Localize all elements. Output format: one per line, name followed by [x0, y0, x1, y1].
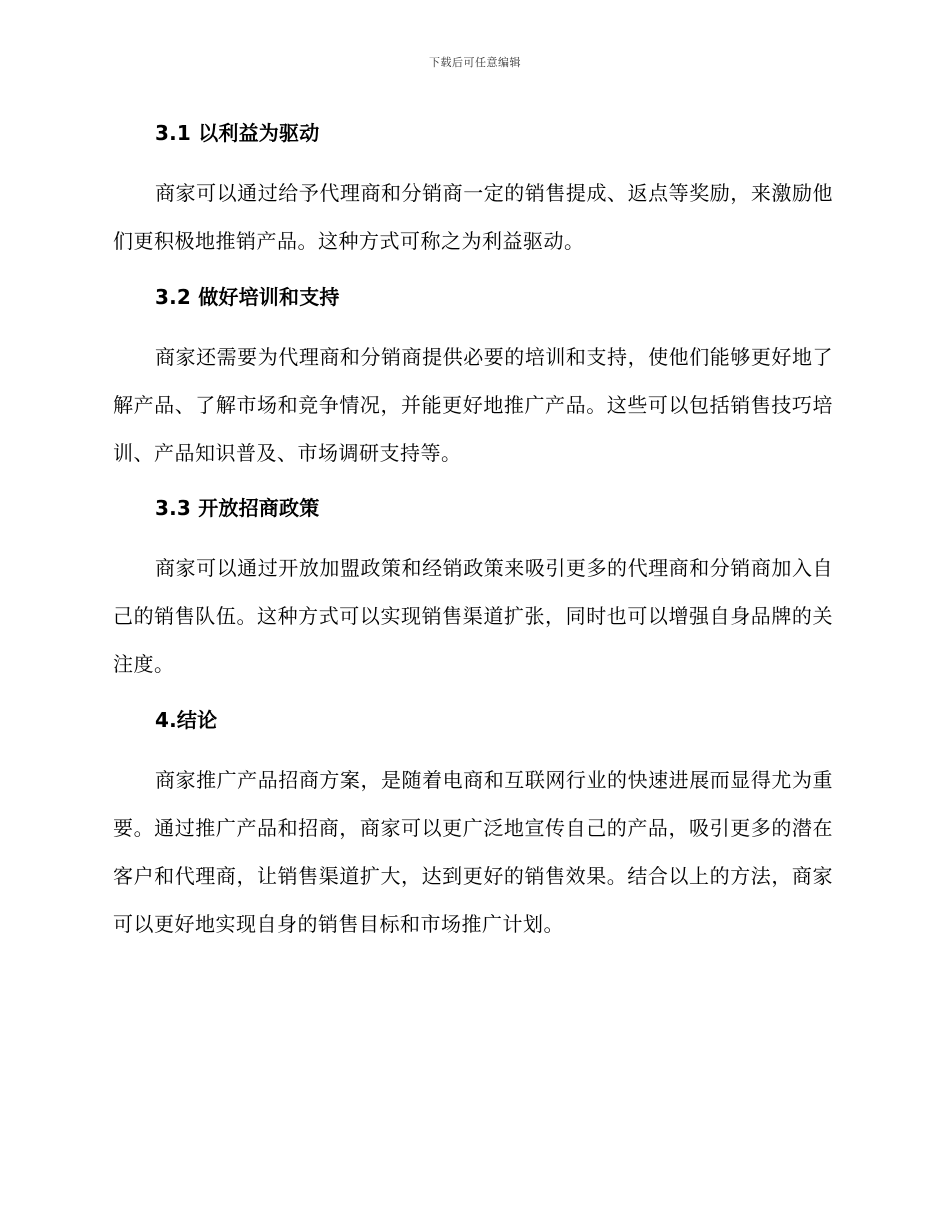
document-body [113, 112, 833, 948]
section-heading-3-1: 3.1 以利益为驱动 [155, 121, 320, 145]
section-paragraph-3-2: 商家还需要为代理商和分销商提供必要的培训和支持，使他们能够更好地了解产品、了解市场和竞争情况，并能更好地推广产品。这些可以包括销售技巧培训、产品知识普及、市场调研支持等。 [113, 345, 833, 465]
section-heading-3-2: 3.2 做好培训和支持 [155, 285, 340, 309]
section-paragraph-3-3: 商家可以通过开放加盟政策和经销政策来吸引更多的代理商和分销商加入自己的销售队伍。这种方式可以实现销售渠道扩张，同时也可以增强自身品牌的关注度。 [113, 556, 833, 676]
section-heading-3-3: 3.3 开放招商政策 [155, 496, 320, 520]
section-paragraph-3-1: 商家可以通过给予代理商和分销商一定的销售提成、返点等奖励，来激励他们更积极地推销产品。这种方式可称之为利益驱动。 [113, 181, 833, 253]
section-paragraph-4: 商家推广产品招商方案，是随着电商和互联网行业的快速进展而显得尤为重要。通过推广产品和招商，商家可以更广泛地宣传自己的产品，吸引更多的潜在客户和代理商，让销售渠道扩大，达到更好的销售效果。结合以上的方法，商家可以更好地实现自身的销售目标和市场推广计划。 [113, 768, 833, 936]
section-heading-4: 4.结论 [155, 708, 218, 732]
page-header: 下载后可任意编辑 [429, 56, 521, 69]
